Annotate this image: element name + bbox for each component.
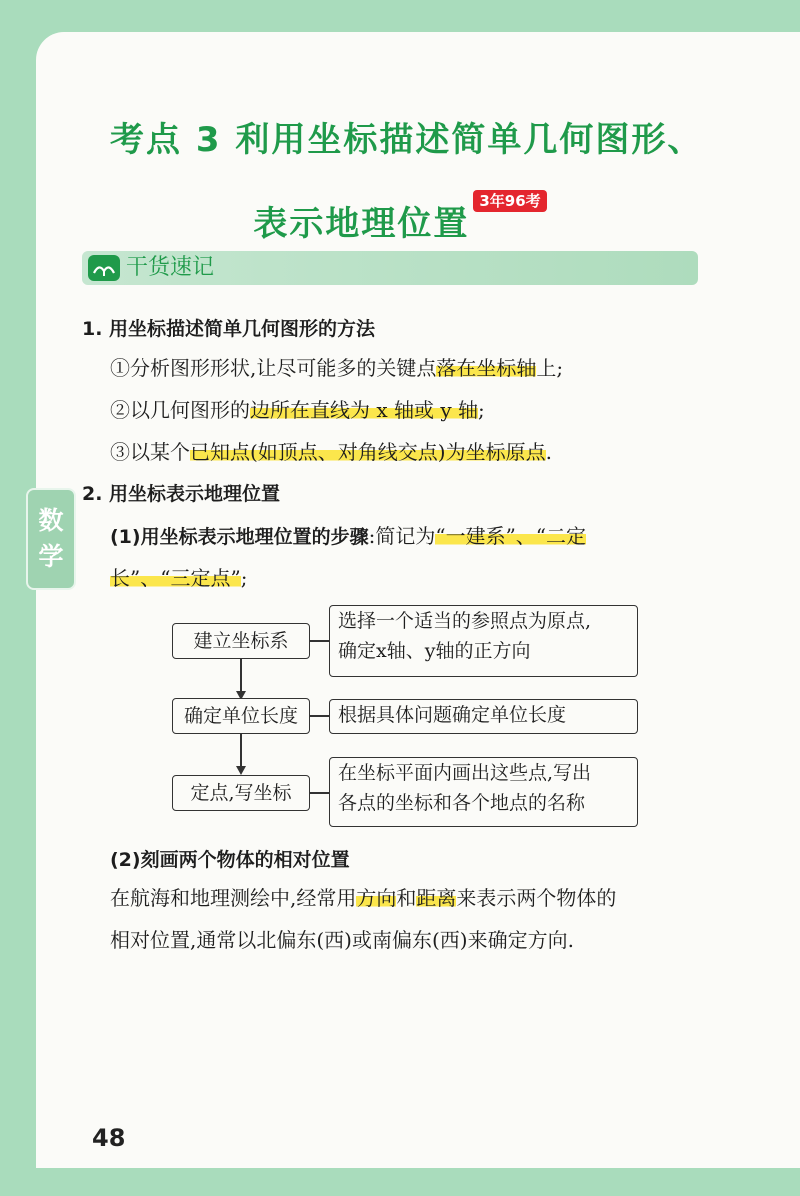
- item1-point-3: ③以某个已知点(如顶点、对角线交点)为坐标原点.: [110, 440, 552, 464]
- flow-desc-2: 根据具体问题确定单位长度: [329, 699, 638, 734]
- section-label: 干货速记: [126, 255, 215, 280]
- item1-point-1: ①分析图形形状,让尽可能多的关键点落在坐标轴上;: [110, 356, 564, 380]
- flow-step-1: 建立坐标系: [172, 623, 310, 659]
- flow-arrow-2: [240, 732, 242, 768]
- item2-heading: 2. 用坐标表示地理位置: [82, 483, 281, 505]
- item1-point-2: ②以几何图形的边所在直线为 x 轴或 y 轴;: [110, 398, 485, 422]
- item2-paragraph-line-1: 在航海和地理测绘中,经常用方向和距离来表示两个物体的: [110, 886, 617, 910]
- item2-sub2-heading: (2)刻画两个物体的相对位置: [110, 849, 350, 871]
- item1-heading: 1. 用坐标描述简单几何图形的方法: [82, 318, 376, 340]
- flow-arrow-2-head: [236, 766, 246, 775]
- flow-desc-1: 选择一个适当的参照点为原点, 确定x轴、y轴的正方向: [329, 605, 638, 677]
- section-header-bar: [82, 251, 698, 285]
- page-number: 48: [92, 1124, 126, 1152]
- flow-step-3: 定点,写坐标: [172, 775, 310, 811]
- page-title-text: 表示地理位置: [253, 204, 470, 244]
- side-tab-char-1: 数: [38, 506, 64, 535]
- page-title-line-1: 考点 3 利用坐标描述简单几何图形、: [110, 120, 704, 160]
- frequency-badge: 3年96考: [473, 190, 546, 212]
- book-icon: [88, 255, 120, 281]
- flow-link-1: [309, 640, 330, 642]
- flow-link-3: [309, 792, 330, 794]
- item2-sub1-line-2: 长”、“三定点”;: [110, 566, 248, 590]
- flow-step-2: 确定单位长度: [172, 698, 310, 734]
- item2-sub1-line-1: (1)用坐标表示地理位置的步骤:简记为“一建系”、“二定: [110, 524, 587, 548]
- subject-side-tab: [26, 488, 76, 590]
- flow-desc-3: 在坐标平面内画出这些点,写出 各点的坐标和各个地点的名称: [329, 757, 638, 827]
- item2-paragraph-line-2: 相对位置,通常以北偏东(西)或南偏东(西)来确定方向.: [110, 928, 574, 952]
- side-tab-char-2: 学: [38, 542, 64, 571]
- flow-arrow-1: [240, 657, 242, 693]
- page-title-line-2: [0, 192, 800, 245]
- flow-link-2: [309, 715, 330, 717]
